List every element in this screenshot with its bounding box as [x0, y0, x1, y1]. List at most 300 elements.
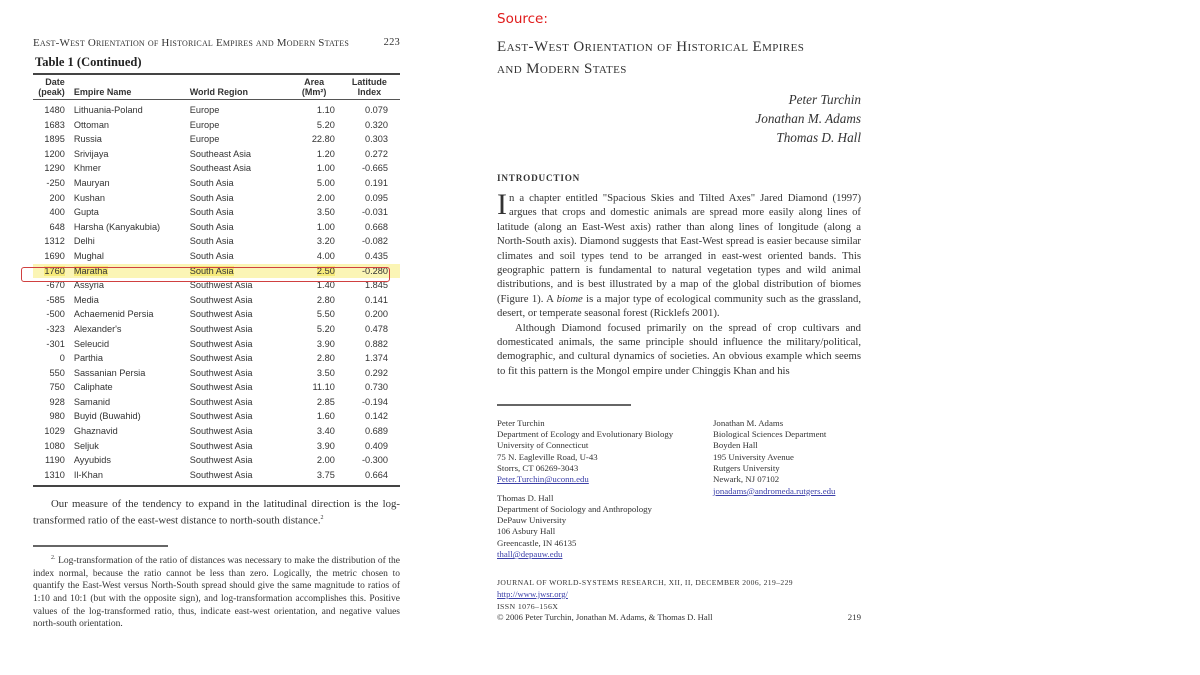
cell-area: [273, 176, 337, 191]
cell-empire-name: [68, 264, 187, 279]
cell-date: [33, 468, 68, 483]
cell-date: [33, 395, 68, 410]
cell-date-text: 980: [49, 411, 65, 422]
cell-world-region: [187, 234, 274, 249]
cell-latitude-index: [338, 205, 400, 220]
cell-latitude-index: [338, 147, 400, 162]
cell-empire-name: [68, 205, 187, 220]
cell-empire-name-text: Buyid (Buwahid): [73, 411, 141, 422]
section-heading-introduction: INTRODUCTION: [497, 173, 581, 183]
author-addresses: [497, 418, 861, 561]
table-bottom-rule: [33, 485, 400, 487]
cell-date-text: 648: [49, 221, 65, 232]
cell-latitude-index: [338, 264, 400, 279]
issn: ISSN 1076–156X: [497, 601, 559, 611]
body-paragraph-text: Our measure of the tendency to expand in the latitudinal direction is the log-transformed ratio of the east-west distance to north-south distance.: [33, 498, 400, 528]
table-row: [33, 395, 400, 410]
table-row: [33, 278, 400, 293]
cell-date-text: 1760: [44, 265, 65, 276]
cell-latitude-index-text: 0.689: [365, 426, 388, 437]
cell-date: [33, 132, 68, 147]
address-line: DePauw University: [497, 515, 567, 526]
table-row: [33, 424, 400, 439]
header-lat-line1: Latitude: [351, 77, 387, 87]
cell-world-region-text: Southwest Asia: [189, 338, 253, 349]
cell-latitude-index: [338, 293, 400, 308]
cell-area: [273, 337, 337, 352]
cell-date: [33, 234, 68, 249]
cell-world-region-text: South Asia: [189, 207, 234, 218]
header-lat-line2: Index: [357, 87, 382, 97]
cell-area: [273, 220, 337, 235]
cell-world-region: [187, 307, 274, 322]
header-world-region: World Region: [189, 87, 249, 97]
cell-world-region-text: Europe: [189, 105, 220, 115]
cell-area-text: 2.80: [316, 294, 335, 305]
cell-world-region-text: Southwest Asia: [189, 382, 253, 393]
cell-latitude-index-text: -0.300: [361, 455, 388, 466]
cell-empire-name-text: Parthia: [73, 353, 103, 364]
cell-date-text: -301: [46, 338, 65, 349]
cell-date-text: -670: [46, 280, 65, 291]
cell-latitude-index: [338, 191, 400, 206]
cell-empire-name-text: Il-Khan: [73, 469, 103, 480]
table-row: [33, 439, 400, 454]
cell-area: [273, 366, 337, 381]
cell-world-region: [187, 161, 274, 176]
cell-date-text: 750: [49, 382, 65, 393]
cell-latitude-index-text: 1.374: [365, 353, 388, 364]
cell-area-text: 4.00: [316, 250, 335, 261]
cell-empire-name: [68, 220, 187, 235]
cell-empire-name-text: Khmer: [73, 163, 101, 174]
cell-world-region: [187, 264, 274, 279]
address-line: Department of Sociology and Anthropology: [497, 503, 652, 514]
cell-empire-name: [68, 100, 187, 118]
cell-latitude-index: [338, 278, 400, 293]
header-area-line2: (Mm²): [301, 87, 327, 97]
cell-area: [273, 191, 337, 206]
right-page-scan: [497, 36, 861, 624]
cell-area-text: 3.90: [316, 338, 335, 349]
cell-date-text: -500: [46, 309, 65, 320]
email-link-hall[interactable]: thall@depauw.edu: [497, 549, 563, 560]
cell-area-text: 3.20: [316, 236, 335, 247]
empires-table: [33, 75, 400, 482]
cell-latitude-index: [338, 468, 400, 483]
cell-latitude-index-text: 0.409: [365, 440, 388, 451]
journal-citation: JOURNAL OF WORLD-SYSTEMS RESEARCH, XII, II, DECEMBER 2006, 219–229: [497, 578, 793, 588]
cell-world-region: [187, 176, 274, 191]
cell-area-text: 1.00: [316, 163, 335, 174]
cell-empire-name: [68, 176, 187, 191]
table-caption: Table 1 (Continued): [35, 55, 142, 69]
cell-date: [33, 220, 68, 235]
cell-area-text: 5.50: [316, 309, 335, 320]
cell-empire-name-text: Russia: [73, 134, 102, 145]
cell-latitude-index-text: -0.665: [361, 163, 388, 174]
cell-world-region-text: Southwest Asia: [189, 309, 253, 320]
cell-empire-name-text: Caliphate: [73, 382, 113, 393]
cell-latitude-index-text: -0.031: [361, 207, 388, 218]
cell-empire-name-text: Srivijaya: [73, 148, 109, 159]
address-line: Newark, NJ 07102: [713, 474, 780, 485]
cell-latitude-index: [338, 307, 400, 322]
cell-empire-name-text: Lithuania-Poland: [73, 105, 143, 115]
cell-world-region-text: Europe: [189, 134, 220, 145]
cell-area-text: 2.00: [316, 455, 335, 466]
address-line: 106 Asbury Hall: [497, 526, 556, 537]
cell-area: [273, 351, 337, 366]
cell-latitude-index: [338, 409, 400, 424]
footnote: [33, 552, 400, 631]
cell-date: [33, 366, 68, 381]
cell-latitude-index-text: 0.142: [365, 411, 388, 422]
cell-empire-name: [68, 337, 187, 352]
page-number: 219: [847, 612, 861, 623]
cell-empire-name: [68, 322, 187, 337]
table-row: [33, 249, 400, 264]
cell-world-region: [187, 100, 274, 118]
cell-date-text: 928: [49, 396, 65, 407]
address-line: Biological Sciences Department: [713, 429, 827, 440]
table-row: [33, 132, 400, 147]
cell-area: [273, 322, 337, 337]
cell-empire-name-text: Achaemenid Persia: [73, 309, 154, 320]
cell-latitude-index-text: 0.882: [365, 338, 388, 349]
cell-world-region: [187, 118, 274, 133]
cell-latitude-index: [338, 366, 400, 381]
cell-area-text: 3.50: [316, 367, 335, 378]
cell-world-region-text: Southwest Asia: [189, 280, 253, 291]
header-empire-name: Empire Name: [73, 87, 132, 97]
cell-area: [273, 439, 337, 454]
cell-date-text: 1895: [44, 134, 65, 145]
addresses-right-column: [713, 418, 861, 561]
cell-world-region-text: Southwest Asia: [189, 396, 253, 407]
cell-area: [273, 205, 337, 220]
cell-latitude-index-text: 0.095: [365, 192, 388, 203]
cell-area-text: 3.50: [316, 207, 335, 218]
address-rule: [497, 404, 631, 406]
header-date-line2: (peak): [38, 87, 65, 97]
cell-date-text: 550: [49, 367, 65, 378]
author-list: [497, 90, 861, 147]
cell-area-text: 2.00: [316, 192, 335, 203]
table-row: [33, 205, 400, 220]
article-title-line1: East-West Orientation of Historical Empires: [497, 39, 805, 55]
cell-latitude-index: [338, 118, 400, 133]
cell-world-region: [187, 468, 274, 483]
table-row: [33, 161, 400, 176]
cell-world-region-text: Southwest Asia: [189, 469, 253, 480]
cell-latitude-index-text: -0.280: [361, 265, 388, 276]
cell-world-region-text: Southwest Asia: [189, 455, 253, 466]
cell-area: [273, 453, 337, 468]
address-line: 75 N. Eagleville Road, U-43: [497, 451, 598, 462]
address-line: Rutgers University: [713, 462, 780, 473]
cell-date: [33, 100, 68, 118]
cell-date-text: -250: [46, 177, 65, 188]
body-paragraph: [33, 497, 400, 528]
cell-empire-name: [68, 234, 187, 249]
table-row: [33, 293, 400, 308]
cell-latitude-index: [338, 322, 400, 337]
cell-date: [33, 380, 68, 395]
cell-empire-name-text: Seljuk: [73, 440, 99, 451]
cell-world-region: [187, 191, 274, 206]
footnote-rule: [33, 545, 168, 547]
cell-empire-name-text: Mauryan: [73, 177, 110, 188]
table-row: [33, 307, 400, 322]
intro-paragraph-2: Although Diamond focused primarily on the spread of crop cultivars and domesticated animals, the same principle should influence the military/political, demographic, and cultural dynamics of societies. An obvious example which seems to fit this pattern is the Mongol empire under Chinggis Khan and his: [497, 321, 861, 377]
footnote-ref: 2: [320, 515, 324, 522]
cell-date: [33, 453, 68, 468]
cell-empire-name-text: Ayyubids: [73, 455, 111, 466]
running-head-title: East-West Orientation of Historical Empires and Modern States: [33, 37, 349, 49]
cell-date: [33, 205, 68, 220]
cell-date-text: 400: [49, 207, 65, 218]
cell-world-region-text: South Asia: [189, 250, 234, 261]
cell-area: [273, 264, 337, 279]
cell-empire-name-text: Alexander's: [73, 323, 122, 334]
table-row: [33, 118, 400, 133]
left-page-scan: [33, 37, 400, 631]
table-row: [33, 322, 400, 337]
table-row: [33, 380, 400, 395]
header-latitude-index: [338, 75, 400, 99]
source-label: Source:: [497, 11, 548, 27]
cell-world-region-text: Southwest Asia: [189, 440, 253, 451]
address-line: Boyden Hall: [713, 440, 758, 451]
email-link-turchin[interactable]: Peter.Turchin@uconn.edu: [497, 474, 589, 485]
address-line: Greencastle, IN 46135: [497, 537, 577, 548]
table-row: [33, 337, 400, 352]
cell-area: [273, 468, 337, 483]
cell-world-region: [187, 439, 274, 454]
author-name: Thomas D. Hall: [776, 130, 861, 145]
cell-empire-name-text: Samanid: [73, 396, 111, 407]
address-line: 195 University Avenue: [713, 451, 794, 462]
table-row: [33, 147, 400, 162]
header-area-line1: Area: [304, 77, 325, 87]
cell-world-region-text: Southwest Asia: [189, 323, 253, 334]
table-row: [33, 176, 400, 191]
cell-latitude-index-text: 0.141: [365, 294, 388, 305]
cell-area-text: 1.10: [316, 105, 335, 115]
cell-world-region: [187, 132, 274, 147]
table-header-row: [33, 75, 400, 99]
cell-date-text: 1080: [44, 440, 65, 451]
cell-area: [273, 293, 337, 308]
cell-latitude-index: [338, 380, 400, 395]
cell-area: [273, 307, 337, 322]
cell-date: [33, 337, 68, 352]
address-line: Storrs, CT 06269-3043: [497, 462, 579, 473]
table-row: [33, 191, 400, 206]
cell-world-region: [187, 395, 274, 410]
cell-area: [273, 424, 337, 439]
cell-latitude-index: [338, 161, 400, 176]
cell-world-region: [187, 366, 274, 381]
address-turchin: [497, 418, 713, 486]
cell-latitude-index: [338, 337, 400, 352]
cell-world-region-text: Southeast Asia: [189, 148, 251, 159]
journal-url-link[interactable]: http://www.jwsr.org/: [497, 588, 568, 599]
intro-p1-text: n a chapter entitled "Spacious Skies and Tilted Axes" Jared Diamond (1997) argues that crops and domestic animals are spread more easily along lines of latitude (along an East-West axis) rather than along lines of longitude (along a North-South axis). Diamond suggests that East-West spread is easier because similar climates and soil types tend to be arranged in east-west oriented bands. This geographic pattern is fundamental to natural vegetation types and wild animal distributions, and is best illustrated by a map of the global distribution of biomes (Figure 1). A: [497, 192, 861, 305]
cell-empire-name: [68, 468, 187, 483]
cell-area-text: 2.50: [316, 265, 335, 276]
cell-empire-name: [68, 453, 187, 468]
journal-info: [497, 577, 861, 623]
cell-world-region-text: Southwest Asia: [189, 367, 253, 378]
cell-world-region: [187, 424, 274, 439]
cell-area: [273, 147, 337, 162]
cell-latitude-index-text: -0.082: [361, 236, 388, 247]
cell-area-text: 1.20: [316, 148, 335, 159]
email-link-adams[interactable]: jonadams@andromeda.rutgers.edu: [713, 485, 836, 496]
cell-latitude-index-text: 0.435: [365, 250, 388, 261]
cell-latitude-index: [338, 453, 400, 468]
cell-latitude-index-text: 0.191: [365, 177, 388, 188]
cell-latitude-index: [338, 249, 400, 264]
cell-empire-name: [68, 395, 187, 410]
cell-area-text: 22.80: [311, 134, 335, 145]
cell-area: [273, 278, 337, 293]
footnote-marker: 2.: [51, 555, 56, 562]
cell-date: [33, 278, 68, 293]
cell-area-text: 2.85: [316, 396, 335, 407]
cell-area-text: 3.90: [316, 440, 335, 451]
table-row: [33, 468, 400, 483]
cell-empire-name: [68, 424, 187, 439]
cell-empire-name: [68, 147, 187, 162]
cell-world-region-text: Southeast Asia: [189, 163, 251, 174]
cell-date-text: 1312: [44, 236, 65, 247]
cell-world-region: [187, 205, 274, 220]
copyright: © 2006 Peter Turchin, Jonathan M. Adams, & Thomas D. Hall: [497, 612, 713, 623]
article-title: [497, 36, 861, 80]
cell-latitude-index-text: 0.303: [365, 134, 388, 145]
cell-empire-name-text: Ottoman: [73, 119, 110, 130]
cell-date: [33, 264, 68, 279]
cell-area-text: 3.75: [316, 469, 335, 480]
cell-area-text: 3.40: [316, 426, 335, 437]
cell-empire-name-text: Mughal: [73, 250, 104, 261]
cell-world-region: [187, 278, 274, 293]
cell-area: [273, 234, 337, 249]
cell-world-region-text: South Asia: [189, 236, 234, 247]
cell-world-region: [187, 147, 274, 162]
addresses-left-column: [497, 418, 713, 561]
cell-world-region-text: Southwest Asia: [189, 294, 253, 305]
cell-date: [33, 191, 68, 206]
cell-empire-name: [68, 191, 187, 206]
cell-latitude-index-text: 0.478: [365, 323, 388, 334]
cell-latitude-index-text: 0.664: [365, 469, 388, 480]
header-date-line1: Date: [45, 77, 65, 87]
copyright-row: [497, 612, 861, 624]
drop-cap: I: [497, 188, 507, 221]
cell-world-region: [187, 293, 274, 308]
cell-date: [33, 409, 68, 424]
cell-world-region: [187, 409, 274, 424]
cell-world-region-text: South Asia: [189, 192, 234, 203]
table-body: [33, 100, 400, 482]
cell-empire-name: [68, 380, 187, 395]
address-line: Jonathan M. Adams: [713, 417, 784, 428]
cell-latitude-index: [338, 424, 400, 439]
cell-empire-name-text: Delhi: [73, 236, 95, 247]
cell-empire-name: [68, 307, 187, 322]
cell-latitude-index-text: 0.272: [365, 148, 388, 159]
cell-area-text: 1.60: [316, 411, 335, 422]
cell-area: [273, 395, 337, 410]
address-line: University of Connecticut: [497, 440, 589, 451]
cell-area-text: 2.80: [316, 353, 335, 364]
cell-date-text: 1190: [45, 455, 65, 466]
cell-date-text: 1683: [44, 119, 65, 130]
author-name: Jonathan M. Adams: [755, 111, 861, 126]
cell-world-region: [187, 453, 274, 468]
cell-empire-name: [68, 293, 187, 308]
cell-date-text: 1200: [44, 148, 65, 159]
cell-latitude-index-text: 0.320: [365, 119, 388, 130]
cell-area-text: 1.40: [316, 280, 335, 291]
cell-latitude-index: [338, 132, 400, 147]
cell-date: [33, 351, 68, 366]
cell-world-region-text: South Asia: [189, 265, 234, 276]
cell-empire-name-text: Media: [73, 294, 99, 305]
cell-world-region-text: Southwest Asia: [189, 411, 253, 422]
cell-empire-name: [68, 351, 187, 366]
cell-area: [273, 380, 337, 395]
cell-latitude-index: [338, 439, 400, 454]
cell-date: [33, 249, 68, 264]
address-line: Peter Turchin: [497, 417, 545, 428]
cell-date-text: 200: [49, 192, 65, 203]
cell-world-region: [187, 322, 274, 337]
table-row: [33, 220, 400, 235]
cell-date: [33, 161, 68, 176]
cell-date: [33, 439, 68, 454]
article-title-line2: and Modern States: [497, 61, 627, 77]
cell-world-region: [187, 337, 274, 352]
table-row-highlighted: [33, 264, 400, 279]
header-area: [273, 75, 337, 99]
cell-world-region-text: South Asia: [189, 221, 234, 232]
cell-date: [33, 307, 68, 322]
header-date: [33, 75, 68, 99]
table-row: [33, 366, 400, 381]
cell-empire-name: [68, 161, 187, 176]
address-hall: [497, 493, 713, 561]
cell-world-region-text: South Asia: [189, 177, 234, 188]
cell-date-text: -323: [46, 323, 65, 334]
table-row: [33, 453, 400, 468]
cell-empire-name: [68, 409, 187, 424]
cell-latitude-index-text: 0.730: [365, 382, 388, 393]
cell-latitude-index: [338, 100, 400, 118]
cell-world-region: [187, 220, 274, 235]
cell-area: [273, 132, 337, 147]
cell-date: [33, 176, 68, 191]
cell-date-text: -585: [46, 294, 65, 305]
cell-latitude-index: [338, 395, 400, 410]
intro-p1-italic: biome: [556, 292, 583, 305]
intro-paragraph-1: [497, 188, 861, 321]
cell-world-region-text: Southwest Asia: [189, 353, 253, 364]
